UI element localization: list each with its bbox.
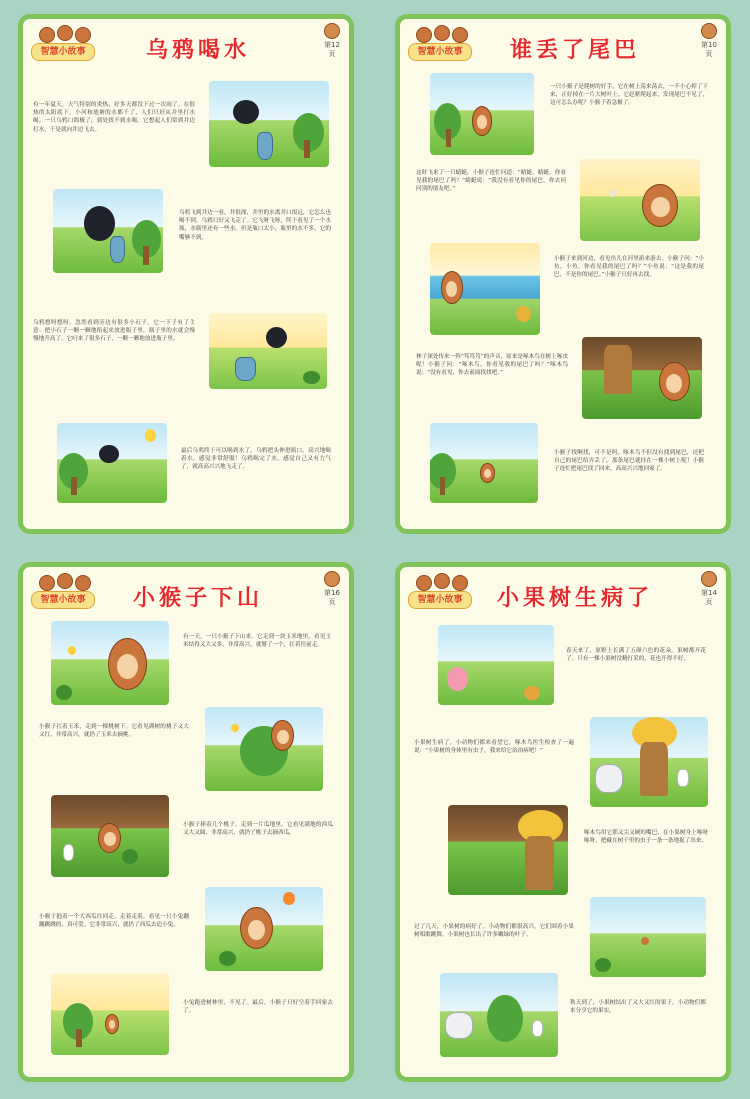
- story-paragraph: 最后乌鸦终于可以喝到水了。乌鸦把头伸进瓶口，高兴地喝着水，感觉非常舒服！乌鸦喝完了水，感觉自己又有力气了，就高高兴兴地飞走了。: [181, 448, 331, 471]
- monkey-faces-icon: [414, 573, 470, 591]
- illustration-monkey-river: [430, 243, 540, 335]
- page-title: 小猴子下山: [132, 586, 263, 611]
- illustration-monkey-dragonfly: [580, 159, 700, 241]
- story-logo: [31, 25, 95, 65]
- story-logo: [31, 573, 95, 613]
- illustration-crow-stones: [209, 313, 327, 389]
- story-paragraph: 春天来了，原野上长满了五颜六色的花朵，果树都开花了。只有一棵小果树没精打采的，花也开得不好。: [566, 648, 706, 663]
- story-paragraph: 小猴子找啊找，可不是吗，啄木鸟不但没有找到尾巴，还把自己的尾巴给弄丢了，那条尾巴就挂在一棵小树上呢！小猴子连忙把尾巴找了回来，高高兴兴地回家了。: [554, 450, 704, 473]
- illustration-monkey-tree: [430, 73, 534, 155]
- page-title: 小果树生病了: [496, 586, 653, 611]
- story-paragraph: 小兔跑进树林里，不见了。最后，小猴子只好空着手回家去了。: [183, 1000, 333, 1015]
- illustration-monkey-woodpecker: [582, 337, 702, 419]
- page-number: 第10页: [698, 23, 720, 59]
- story-paragraph: 林子深处传来一阵“笃笃笃”的声音，原来是啄木鸟在树上啄虫呢！小猴子问：“啄木鸟，你看见我的尾巴了吗？”啄木鸟说：“没有看见，你去前面找找吧。”: [416, 354, 568, 377]
- story-paragraph: 小猴子来到河边，看见鱼儿在河里游来游去。小猴子问：“小鱼，小鱼，你看见我的尾巴了吗？”小鱼说：“这是我的尾巴，不是你的尾巴。”小猴子只好再去找。: [554, 256, 704, 279]
- story-paragraph: 啄木鸟用它那又尖又硬的嘴巴，在小果树身上啄呀啄呀，把藏在树干里的虫子一条一条地捉了出来。: [584, 830, 708, 845]
- story-page-monkey: [18, 562, 354, 1082]
- story-page-tail: [395, 14, 731, 534]
- story-paragraph: 小猴子抱着一个大西瓜往回走。走着走着，看见一只小兔蹦蹦跳跳的，真可爱。它非常高兴，就扔了西瓜去追小兔。: [39, 914, 189, 929]
- monkey-face-icon: [324, 571, 340, 587]
- story-paragraph: 小猴子扛着玉米，走到一棵桃树下。它看见满树的桃子又大又红，非常高兴，就扔了玉米去摘桃。: [39, 724, 189, 739]
- logo-text: 智慧小故事: [408, 43, 472, 61]
- story-logo: [408, 573, 472, 613]
- page-number: 第16页: [321, 571, 343, 607]
- illustration-monkey-empty-handed: [51, 973, 169, 1055]
- story-paragraph: 过了几天，小果树的病好了。小动物们都很高兴，它们围着小果树唱歌跳舞，小果树也长出了许多嫩绿的叶子。: [414, 924, 574, 939]
- illustration-crow-drinking: [57, 423, 167, 503]
- story-paragraph: 有一天，一只小猴子下山来。它走到一块玉米地里，看见玉米结得又大又多，非常高兴，就掰了一个，扛着往前走。: [183, 634, 331, 649]
- illustration-crow-pitcher: [53, 189, 163, 273]
- monkey-face-icon: [324, 23, 340, 39]
- monkey-face-icon: [701, 23, 717, 39]
- logo-text: 智慧小故事: [31, 43, 95, 61]
- illustration-monkey-watermelon: [205, 887, 323, 971]
- logo-text: 智慧小故事: [31, 591, 95, 609]
- illustration-monkey-corn: [51, 621, 169, 705]
- story-paragraph: 有一年夏天，天气特别的炎热，好多天都没下过一次雨了。在很热的太阳底下，小河和池塘的水都干了，人们只好从井里打水喝。一只乌鸦口渴极了，到处找不到水喝。它想起人们常到井边打水，于是就向井边飞去。: [33, 102, 195, 133]
- illustration-tree-healed: [590, 897, 706, 977]
- monkey-faces-icon: [37, 25, 93, 43]
- story-logo: [408, 25, 472, 65]
- page-number: 第12页: [321, 23, 343, 59]
- monkey-faces-icon: [414, 25, 470, 43]
- illustration-crow-flying: [209, 81, 329, 167]
- story-paragraph: 一只小猴子是爬树的好手，它在树上荡来荡去，一不小心掉了下来，正好掉在一片大树叶上。它赶紧爬起来，发现尾巴不见了，这可怎么办呢？小猴子着急极了。: [550, 84, 708, 107]
- story-paragraph: 小猴子捧着几个桃子，走到一片瓜地里。它看见满地的西瓜又大又圆，非常高兴，就扔了桃子去摘西瓜。: [183, 822, 333, 837]
- story-page-fruit-tree: [395, 562, 731, 1082]
- story-page-crow: [18, 14, 354, 534]
- page-title: 谁丢了尾巴: [509, 38, 640, 63]
- illustration-animals-visit-tree: [590, 717, 708, 807]
- illustration-monkey-peach-tree: [205, 707, 323, 791]
- illustration-woodpecker-doctor: [448, 805, 568, 895]
- page-number: 第14页: [698, 571, 720, 607]
- story-paragraph: 乌鸦想呀想呀，忽然看到旁边有很多小石子。它一下子有了主意：把小石子一颗一颗地衔起来放进瓶子里，瓶子里的水就会慢慢地升高了。它叼来了很多石子，一颗一颗地放进瓶子里。: [33, 320, 195, 343]
- story-paragraph: 乌鸦飞到井边一看，井很深，井里的水离井口很远，它怎么也喝不到。乌鸦只好又飞走了。它飞呀飞呀，终于看见了一个水瓶，水瓶里还有一些水。但是瓶口太小，瓶里的水不多，它的嘴够不到。: [179, 210, 331, 241]
- illustration-autumn-harvest: [440, 973, 558, 1057]
- illustration-spring-meadow: [438, 625, 554, 705]
- monkey-face-icon: [701, 571, 717, 587]
- page-title: 乌鸦喝水: [145, 38, 250, 63]
- story-paragraph: 小果树生病了。小动物们都来看望它，啄木鸟医生检查了一遍说：“小果树的身体里有虫子，我来给它治治病吧！”: [414, 740, 574, 755]
- illustration-monkey-found-tail: [430, 423, 538, 503]
- story-paragraph: 这时飞来了一只蜻蜓，小猴子连忙问道：“蜻蜓，蜻蜓，你看见我的尾巴了吗？”蜻蜓说：“我没有看见你的尾巴，你去问问别的朋友吧。”: [416, 170, 566, 193]
- illustration-monkey-forest: [51, 795, 169, 877]
- story-paragraph: 秋天到了，小果树结出了又大又红的果子，小动物们都来分享它的果实。: [570, 1000, 706, 1015]
- logo-text: 智慧小故事: [408, 591, 472, 609]
- monkey-faces-icon: [37, 573, 93, 591]
